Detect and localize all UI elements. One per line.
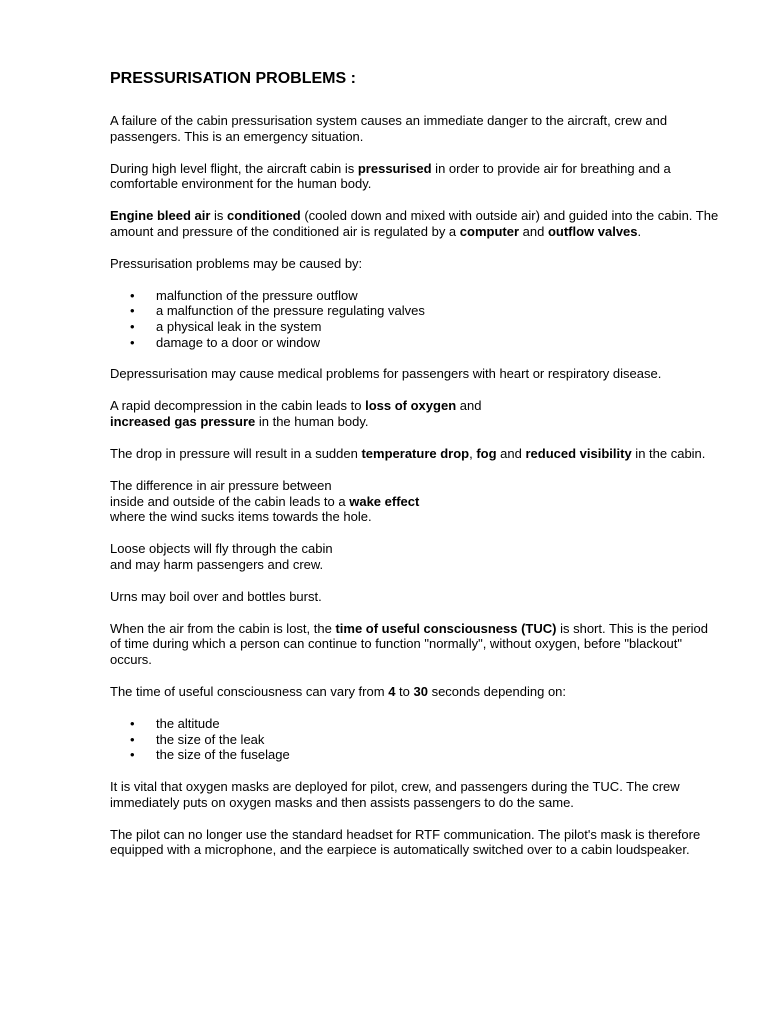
paragraph-rtf: The pilot can no longer use the standard headset for RTF communication. The pilot's mask is therefore equipped with a microphone, and the earpiece is automatically switched over to a cabin loudspeaker. [110, 826, 701, 858]
paragraph-wake-effect: The difference in air pressure between inside and outside of the cabin leads to a wake effect where the wind sucks items towards the hole. [110, 478, 420, 525]
document-body [110, 68, 722, 874]
list-item: • damage to a door or window [110, 335, 722, 351]
paragraph-oxygen-masks: It is vital that oxygen masks are deployed for pilot, crew, and passengers during the TUC. The crew immediately puts on oxygen masks and then assists passengers to do the same. [110, 779, 680, 810]
factors-list [110, 716, 722, 763]
list-item: • the size of the leak [110, 732, 722, 748]
list-item: • the altitude [110, 716, 722, 732]
document-title: PRESSURISATION PROBLEMS : [110, 70, 356, 87]
paragraph-urns: Urns may boil over and bottles burst. [110, 588, 322, 604]
paragraph-pressurised: During high level flight, the aircraft cabin is pressurised in order to provide air for breathing and a comfortable environment for the human body. [110, 160, 671, 192]
list-item: • the size of the fuselage [110, 747, 722, 763]
paragraph-bleed-air: Engine bleed air is conditioned (cooled down and mixed with outside air) and guided into the cabin. The amount and pressure of the conditioned air is regulated by a computer and outflow valves. [110, 208, 719, 239]
paragraph-intro: A failure of the cabin pressurisation system causes an immediate danger to the aircraft, crew and passengers. This is an emergency situation. [110, 113, 668, 144]
paragraph-tuc: When the air from the cabin is lost, the time of useful consciousness (TUC) is short. This is the period of time during which a person can continue to function "normally", without oxygen, before "blackout" occurs. [110, 620, 708, 667]
causes-list [110, 288, 722, 350]
paragraph-loose-objects: Loose objects will fly through the cabin and may harm passengers and crew. [110, 541, 333, 572]
paragraph-causes-intro: Pressurisation problems may be caused by: [110, 255, 363, 271]
list-item: • a physical leak in the system [110, 319, 722, 335]
paragraph-tuc-range: The time of useful consciousness can vary from 4 to 30 seconds depending on: [110, 683, 567, 699]
list-item: • malfunction of the pressure outflow [110, 288, 722, 304]
list-item: • a malfunction of the pressure regulating valves [110, 303, 722, 319]
paragraph-temperature: The drop in pressure will result in a sudden temperature drop, fog and reduced visibility in the cabin. [110, 446, 706, 462]
paragraph-decompression: A rapid decompression in the cabin leads to loss of oxygen and increased gas pressure in the human body. [110, 398, 482, 430]
paragraph-medical: Depressurisation may cause medical problems for passengers with heart or respiratory disease. [110, 366, 662, 382]
